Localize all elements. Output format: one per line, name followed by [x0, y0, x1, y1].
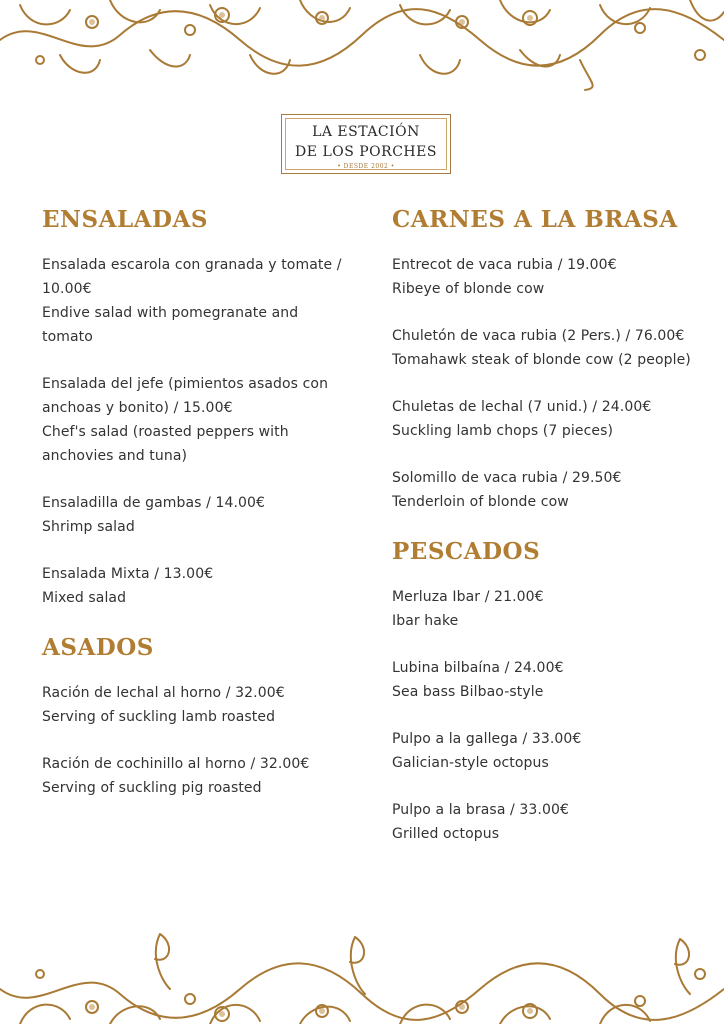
dish-translation: Sea bass Bilbao-style — [392, 684, 544, 700]
dish-translation: Tomahawk steak of blonde cow (2 people) — [392, 352, 691, 368]
menu-item — [42, 681, 342, 729]
dish-name: Ensalada Mixta / 13.00€ — [42, 566, 214, 582]
section-title: ASADOS — [42, 634, 154, 661]
section-title: PESCADOS — [392, 538, 541, 565]
menu-section-carnes — [392, 205, 692, 514]
logo-name-line2: DE LOS PORCHES — [295, 144, 437, 160]
dish-name: Ración de lechal al horno / 32.00€ — [42, 685, 285, 701]
menu-section-asados — [42, 633, 342, 800]
menu-section-ensaladas — [42, 205, 342, 610]
menu-right-column — [392, 205, 692, 869]
dish-translation: Ribeye of blonde cow — [392, 281, 545, 297]
dish-name: Solomillo de vaca rubia / 29.50€ — [392, 470, 622, 486]
dish-name: Ración de cochinillo al horno / 32.00€ — [42, 756, 310, 772]
menu-item — [42, 562, 342, 610]
dish-name: Merluza Ibar / 21.00€ — [392, 589, 544, 605]
menu-item — [392, 727, 692, 775]
dish-name: Pulpo a la brasa / 33.00€ — [392, 802, 570, 818]
menu-item — [42, 752, 342, 800]
floral-ornament-icon — [0, 0, 724, 95]
section-title: ENSALADAS — [42, 206, 208, 233]
floral-ornament-icon — [0, 929, 724, 1024]
dish-translation: Galician-style octopus — [392, 755, 549, 771]
dish-translation: Suckling lamb chops (7 pieces) — [392, 423, 614, 439]
menu-item — [42, 253, 342, 349]
dish-name: Lubina bilbaína / 24.00€ — [392, 660, 564, 676]
bottom-floral-ornament — [0, 929, 724, 1024]
dish-name: Ensalada del jefe (pimientos asados con anchoas y bonito) / 15.00€ — [42, 376, 329, 416]
dish-translation: Mixed salad — [42, 590, 127, 606]
dish-name: Entrecot de vaca rubia / 19.00€ — [392, 257, 617, 273]
dish-translation: Serving of suckling pig roasted — [42, 780, 262, 796]
dish-translation: Endive salad with pomegranate and tomato — [42, 305, 299, 345]
menu-item — [392, 585, 692, 633]
menu-item — [392, 395, 692, 443]
logo-since: • DESDE 2002 • — [337, 163, 395, 170]
dish-name: Pulpo a la gallega / 33.00€ — [392, 731, 582, 747]
section-title: CARNES A LA BRASA — [392, 206, 678, 233]
menu-section-pescados — [392, 537, 692, 846]
dish-translation: Ibar hake — [392, 613, 459, 629]
dish-translation: Serving of suckling lamb roasted — [42, 709, 276, 725]
dish-translation: Chef's salad (roasted peppers with anchovies and tuna) — [42, 424, 289, 464]
dish-translation: Grilled octopus — [392, 826, 500, 842]
menu-item — [392, 253, 692, 301]
logo-name-line1: LA ESTACIÓN — [312, 124, 420, 140]
restaurant-logo — [281, 114, 451, 174]
menu-item — [392, 466, 692, 514]
dish-name: Chuletón de vaca rubia (2 Pers.) / 76.00€ — [392, 328, 685, 344]
dish-translation: Tenderloin of blonde cow — [392, 494, 569, 510]
menu-left-column — [42, 205, 342, 823]
menu-item — [42, 491, 342, 539]
menu-item — [392, 656, 692, 704]
menu-item — [392, 324, 692, 372]
dish-translation: Shrimp salad — [42, 519, 135, 535]
top-floral-ornament — [0, 0, 724, 95]
menu-item — [42, 372, 342, 468]
dish-name: Ensaladilla de gambas / 14.00€ — [42, 495, 266, 511]
menu-item — [392, 798, 692, 846]
dish-name: Ensalada escarola con granada y tomate / 10.00€ — [42, 257, 342, 297]
dish-name: Chuletas de lechal (7 unid.) / 24.00€ — [392, 399, 652, 415]
